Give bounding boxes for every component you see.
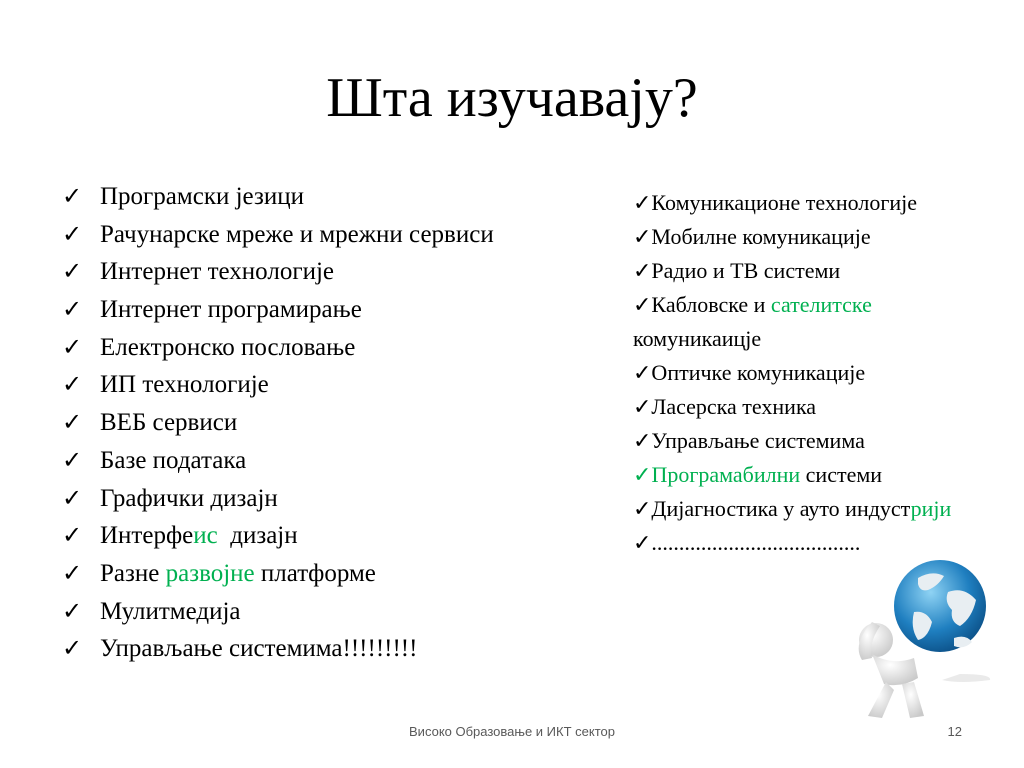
list-item xyxy=(633,356,963,390)
list-item-text: ✓ xyxy=(633,462,652,487)
list-item xyxy=(62,442,622,480)
list-item-text: Интернет технологије xyxy=(100,258,334,286)
check-mark-icon: ✓ xyxy=(62,259,83,286)
check-mark-icon: ✓ xyxy=(62,221,83,248)
slide-title: Шта изучавају? xyxy=(326,67,698,129)
list-item-text: Мулитмедија xyxy=(100,597,241,625)
check-mark-icon: ✓ xyxy=(62,410,83,437)
list-item xyxy=(62,366,622,404)
list-item xyxy=(62,253,622,291)
check-mark-icon: ✓ xyxy=(62,485,83,512)
list-item-text: ✓Комуникационе технологије xyxy=(633,190,917,215)
list-item-text: Управљање системима!!!!!!!!! xyxy=(100,635,418,663)
list-item xyxy=(62,404,622,442)
list-item-text: Разне xyxy=(100,559,166,587)
list-item-text: ИП технологије xyxy=(100,371,269,399)
list-item xyxy=(633,254,963,288)
figure-carrying-globe-icon xyxy=(832,556,992,721)
list-item xyxy=(62,291,622,329)
list-item xyxy=(633,186,963,220)
page-number: 12 xyxy=(947,724,962,739)
list-item xyxy=(62,555,622,593)
check-mark-icon: ✓ xyxy=(62,334,83,361)
list-item-text: ✓Радио и ТВ системи xyxy=(633,258,841,283)
list-item xyxy=(633,492,963,526)
check-mark-icon: ✓ xyxy=(62,523,83,550)
list-item-text: дизајн xyxy=(217,522,298,550)
list-item-text: Интерфе xyxy=(100,522,194,550)
check-mark-icon: ✓ xyxy=(62,598,83,625)
list-item-text: Графички дизајн xyxy=(100,484,278,512)
list-item-text: ✓Дијагностика у ауто индуст xyxy=(633,496,911,521)
list-item-text: платформе xyxy=(254,559,376,587)
list-item xyxy=(633,220,963,254)
list-item-text: ✓Управљање системима xyxy=(633,428,865,453)
right-topic-list xyxy=(633,186,963,560)
list-item xyxy=(633,390,963,424)
list-item xyxy=(62,593,622,631)
list-item xyxy=(62,630,622,668)
list-item-text: ✓Оптичке комуникације xyxy=(633,360,866,385)
slide-footer: Високо Образовање и ИКТ сектор xyxy=(409,724,615,739)
check-mark-icon: ✓ xyxy=(62,636,83,663)
list-item-text: Базе података xyxy=(100,446,247,474)
list-item-text: ✓Ласерска техника xyxy=(633,394,817,419)
list-item-text: комуникаицје xyxy=(633,292,878,351)
list-item-text: ✓Кабловске и xyxy=(633,292,771,317)
list-item-text: Програмски језици xyxy=(100,183,304,210)
list-item-text: Електронско пословање xyxy=(100,333,356,361)
list-item xyxy=(633,458,963,492)
left-topic-list xyxy=(62,178,622,668)
check-mark-icon: ✓ xyxy=(62,372,83,399)
list-item-text: сателитске xyxy=(770,292,872,317)
list-item-text: Програмабилни xyxy=(651,462,801,487)
list-item xyxy=(62,517,622,555)
list-item xyxy=(633,526,963,560)
list-item-text: ВЕБ сервиси xyxy=(100,409,238,437)
list-item xyxy=(633,424,963,458)
list-item-text: Рачунарске мреже и мрежни сервиси xyxy=(100,220,494,248)
list-item xyxy=(62,329,622,367)
list-item xyxy=(62,178,622,216)
list-item-text: ис xyxy=(193,522,218,550)
check-mark-icon: ✓ xyxy=(62,447,83,474)
check-mark-icon: ✓ xyxy=(62,184,83,210)
list-item-text: ✓Мобилне комуникације xyxy=(633,224,871,249)
check-mark-icon: ✓ xyxy=(62,297,83,324)
list-item-text: Интернет програмирање xyxy=(100,296,362,324)
list-item-text: развојне xyxy=(165,559,255,587)
list-item xyxy=(62,216,622,254)
list-item-text: рији xyxy=(910,496,952,521)
list-item-text: системи xyxy=(800,462,883,487)
list-item xyxy=(62,480,622,518)
check-mark-icon: ✓ xyxy=(62,560,83,587)
list-item-text: ✓...................................... xyxy=(633,530,861,555)
list-item xyxy=(633,288,963,356)
